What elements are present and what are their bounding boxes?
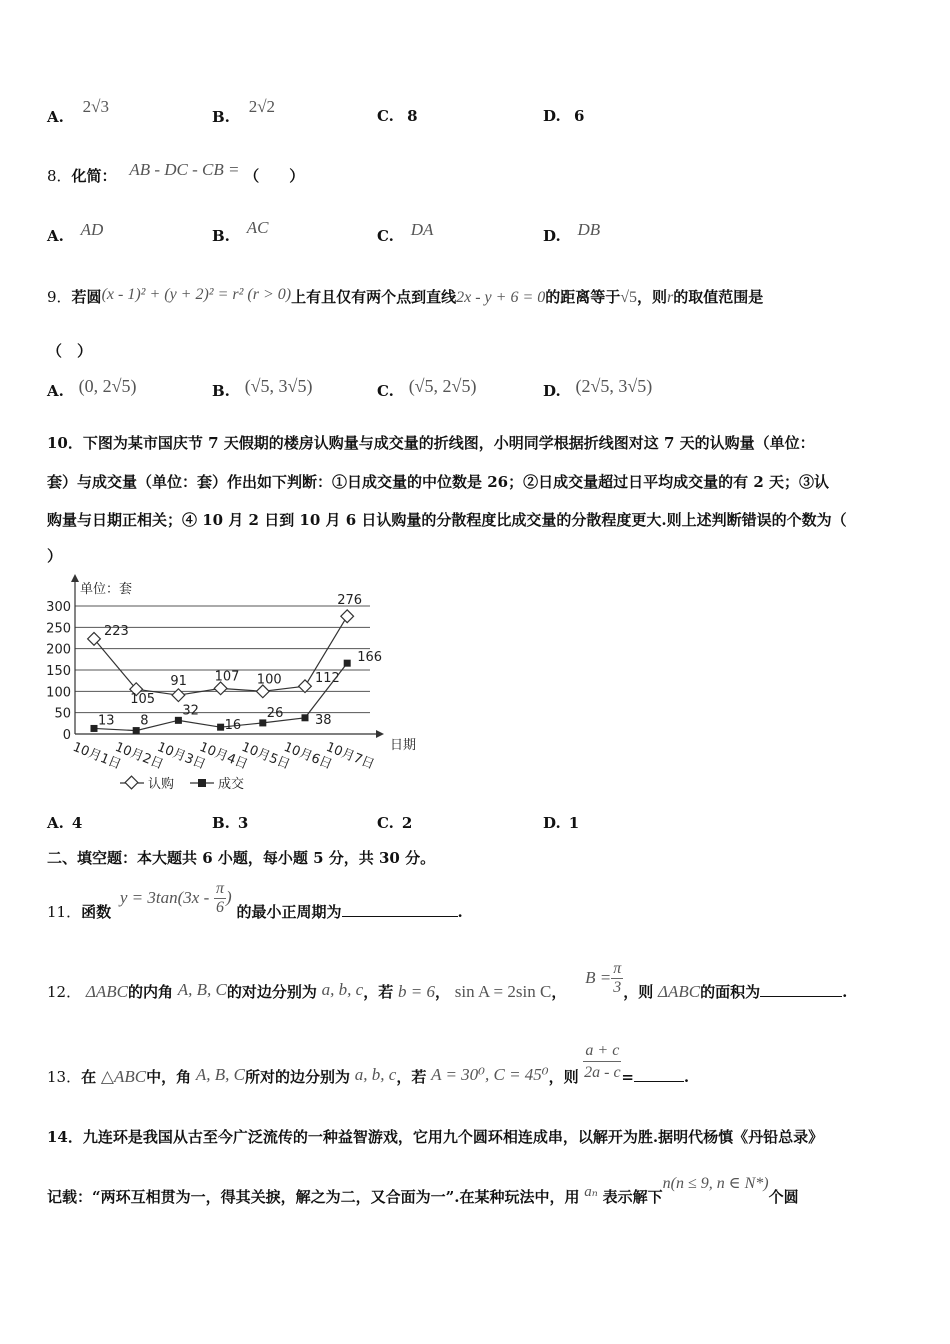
q7-option-c: C. 8 <box>377 107 418 125</box>
chart-x-ticks <box>71 740 377 773</box>
data-label: 26 <box>266 705 284 721</box>
q9-option-d: D. (2√5, 3√5) <box>543 376 653 400</box>
y-tick-label: 50 <box>54 706 71 722</box>
data-label: 100 <box>256 672 282 688</box>
y-tick-label: 100 <box>46 685 71 701</box>
q7-option-a: A. 2√3 <box>47 97 109 126</box>
point-subscribe <box>341 610 354 623</box>
q7-option-b: B. 2√2 <box>212 97 276 126</box>
legend-label-deal: 成交 <box>218 777 245 792</box>
q13-fraction: $\frac{a + c}{2a - c}$ <box>584 1042 621 1081</box>
point-deal <box>175 717 182 724</box>
q10-option-a: A. 4 <box>47 814 83 832</box>
q10-line-3: 购量与日期正相关；④ 10 月 2 日到 10 月 6 日认购量的分散程度比成交量的分散程度更大.则上述判断错误的个数为（ <box>47 511 847 529</box>
q14-line-2: 记载：“两环互相贯为一，得其关捩，解之为二，又合面为一”.在某种玩法中，用 aₙ 表示解下n(n ≤ 9, n ∈ N*)个圆 <box>47 1175 799 1206</box>
q13-answer-blank[interactable] <box>634 1065 684 1082</box>
q10-line-1: 10．下图为某市国庆节 7 天假期的楼房认购量与成交量的折线图，小明同学根据折线图对这 7 天的认购量（单位： <box>47 434 815 452</box>
q7-option-d: D. 6 <box>543 107 585 125</box>
chart-grid <box>75 606 370 713</box>
q10-option-c: C. 2 <box>377 814 413 832</box>
q10-line-chart <box>40 572 430 800</box>
x-tick-label: 10月4日 <box>197 739 250 773</box>
x-tick-label: 10月1日 <box>70 739 124 773</box>
data-label: 16 <box>224 718 242 734</box>
q8-option-c: C. DA <box>377 220 434 245</box>
point-subscribe <box>299 680 312 693</box>
x-tick-label: 10月5日 <box>239 739 293 773</box>
q8-option-a: A. AD <box>47 220 104 245</box>
x-tick-label: 10月7日 <box>323 739 377 773</box>
data-label: 38 <box>315 712 332 728</box>
legend-square-icon <box>198 779 206 787</box>
legend-label-subscribe: 认购 <box>148 777 175 792</box>
x-tick-label: 10月6日 <box>281 739 335 773</box>
q9-paren: （ ） <box>47 342 93 360</box>
data-label: 105 <box>130 692 156 708</box>
chart-unit-label: 单位：套 <box>80 582 133 597</box>
chart-y-axis <box>71 574 79 734</box>
legend-diamond-icon <box>125 776 138 789</box>
q10-option-b: B. 3 <box>212 814 249 832</box>
q10-line-2: 套）与成交量（单位：套）作出如下判断：①日成交量的中位数是 26；②日成交量超过日平均成交量的有 2 天；③认 <box>47 473 829 491</box>
point-subscribe <box>172 689 185 702</box>
data-label: 91 <box>170 674 187 690</box>
data-label: 223 <box>104 623 129 639</box>
data-label: 13 <box>98 713 115 729</box>
point-deal <box>302 714 309 721</box>
point-deal <box>259 719 266 726</box>
data-label: 32 <box>182 703 199 719</box>
data-label: 107 <box>214 669 240 685</box>
q13: 13．在 △ABC中，角 A, B, C所对的边分别为 a, b, c，若 A = 30⁰, C = 45⁰，则 $\frac{a + c}{2a - c}$ = . <box>47 1042 690 1086</box>
q9-option-a: A. (0, 2√5) <box>47 376 137 400</box>
q9-option-c: C. (√5, 2√5) <box>377 376 477 400</box>
q8-option-d: D. DB <box>543 220 601 245</box>
chart-y-ticks <box>46 600 71 743</box>
data-label: 8 <box>140 713 149 729</box>
q12-fraction: $\frac{\pi}{3}$ <box>613 960 622 996</box>
data-label: 166 <box>357 650 383 666</box>
point-deal <box>344 660 351 667</box>
q9-option-b: B. (√5, 3√5) <box>212 376 313 400</box>
q14-line-1: 14．九连环是我国从古至今广泛流传的一种益智游戏，它用九个圆环相连成串，以解开为胜.据明代杨慎《丹铅总录》 <box>47 1128 824 1146</box>
q11: 11．函数 y = 3tan(3x - $\frac{\pi}{6}$ ) 的最小正周期为 . <box>47 880 463 921</box>
x-tick-label: 10月2日 <box>112 739 166 773</box>
point-deal <box>133 727 140 734</box>
y-tick-label: 150 <box>46 664 71 679</box>
q12: 12． ΔABC的内角 A, B, C的对边分别为 a, b, c，若 b = 6， sin A = 2sin C， B = $\frac{\pi}{3}$ ，则 ΔABC的面积为 . <box>47 960 848 1001</box>
q11-answer-blank[interactable] <box>342 900 458 917</box>
q8-stem: 8．化简： AB - DC - CB = （ ） <box>47 160 305 185</box>
data-label: 112 <box>315 671 340 687</box>
chart-x-label: 日期 <box>390 738 417 753</box>
q8-option-b: B. AC <box>212 218 269 245</box>
chart-legend <box>120 776 244 792</box>
y-tick-label: 200 <box>46 642 71 658</box>
point-deal <box>91 725 98 732</box>
y-tick-label: 300 <box>46 600 71 615</box>
y-tick-label: 250 <box>46 621 71 637</box>
section-2-heading: 二、填空题：本大题共 6 小题，每小题 5 分，共 30 分。 <box>47 849 436 867</box>
q11-fraction: $\frac{\pi}{6}$ <box>216 880 225 916</box>
x-tick-label: 10月3日 <box>154 739 208 773</box>
q10-line-4: ） <box>47 547 63 565</box>
q12-answer-blank[interactable] <box>760 980 842 997</box>
data-label: 276 <box>337 593 363 609</box>
q10-option-d: D. 1 <box>543 814 580 832</box>
point-deal <box>217 724 224 731</box>
y-tick-label: 0 <box>62 728 71 743</box>
q9-stem: 9．若圆(x - 1)² + (y + 2)² = r² (r > 0)上有且仅有两个点到直线2x - y + 6 = 0的距离等于√5，则r的取值范围是 <box>47 286 764 306</box>
